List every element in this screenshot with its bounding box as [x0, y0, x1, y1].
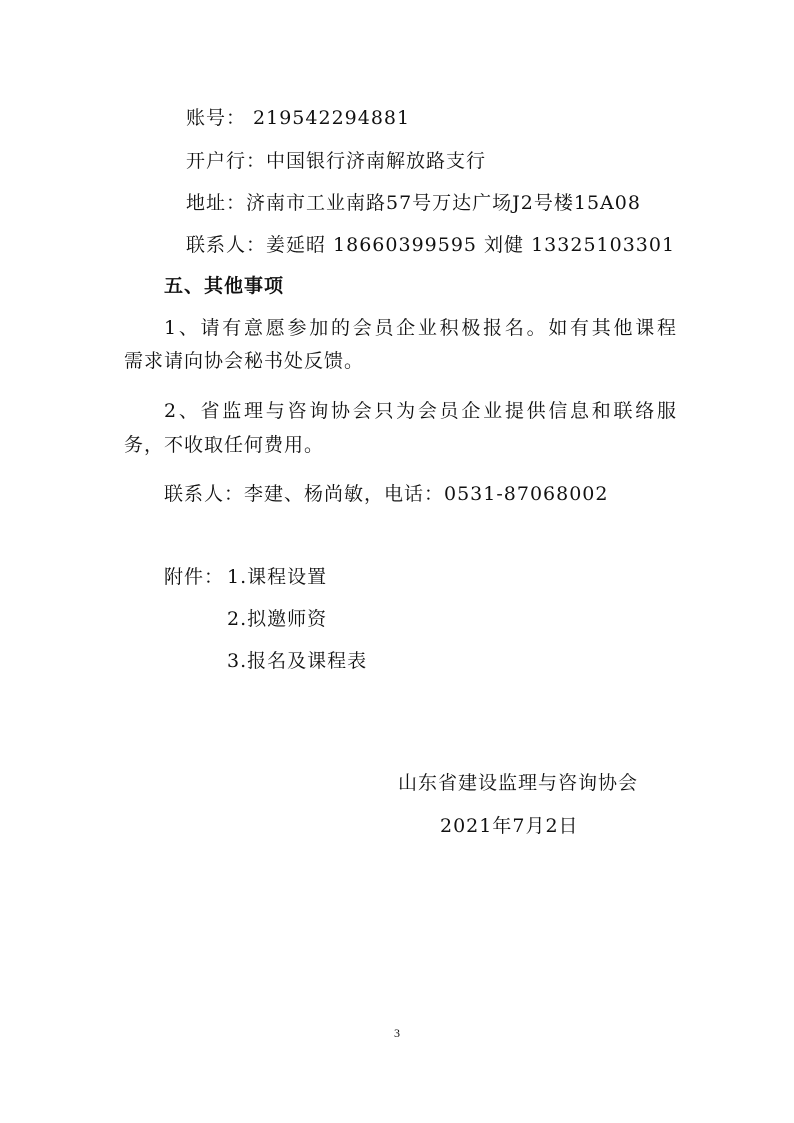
attachment-item-1: 1.课程设置 [227, 566, 328, 588]
item1-line2: 需求请向协会秘书处反馈。 [124, 350, 365, 372]
bank-address-line: 地址：济南市工业南路57号万达广场J2号楼15A08 [186, 192, 641, 214]
signature-org: 山东省建设监理与咨询协会 [398, 772, 639, 794]
contact-line: 联系人：李建、杨尚敏，电话：0531-87068002 [164, 483, 609, 505]
item2-line2: 务，不收取任何费用。 [124, 434, 325, 456]
attachment-item-2: 2.拟邀师资 [227, 608, 328, 630]
bank-account-line: 账号： 219542294881 [186, 107, 411, 129]
bank-contacts-line: 联系人：姜延昭 18660399595 刘健 13325103301 [186, 234, 676, 256]
bank-branch-line: 开户行：中国银行济南解放路支行 [186, 150, 487, 172]
attachment-label: 附件： [164, 566, 225, 588]
section-heading: 五、其他事项 [164, 275, 285, 297]
item1-line1: 1、请有意愿参加的会员企业积极报名。如有其他课程 [164, 317, 676, 339]
signature-date: 2021年7月2日 [440, 815, 579, 837]
attachment-item-3: 3.报名及课程表 [227, 650, 368, 672]
item2-line1: 2、省监理与咨询协会只为会员企业提供信息和联络服 [164, 400, 676, 422]
page-number: 3 [394, 1026, 400, 1040]
